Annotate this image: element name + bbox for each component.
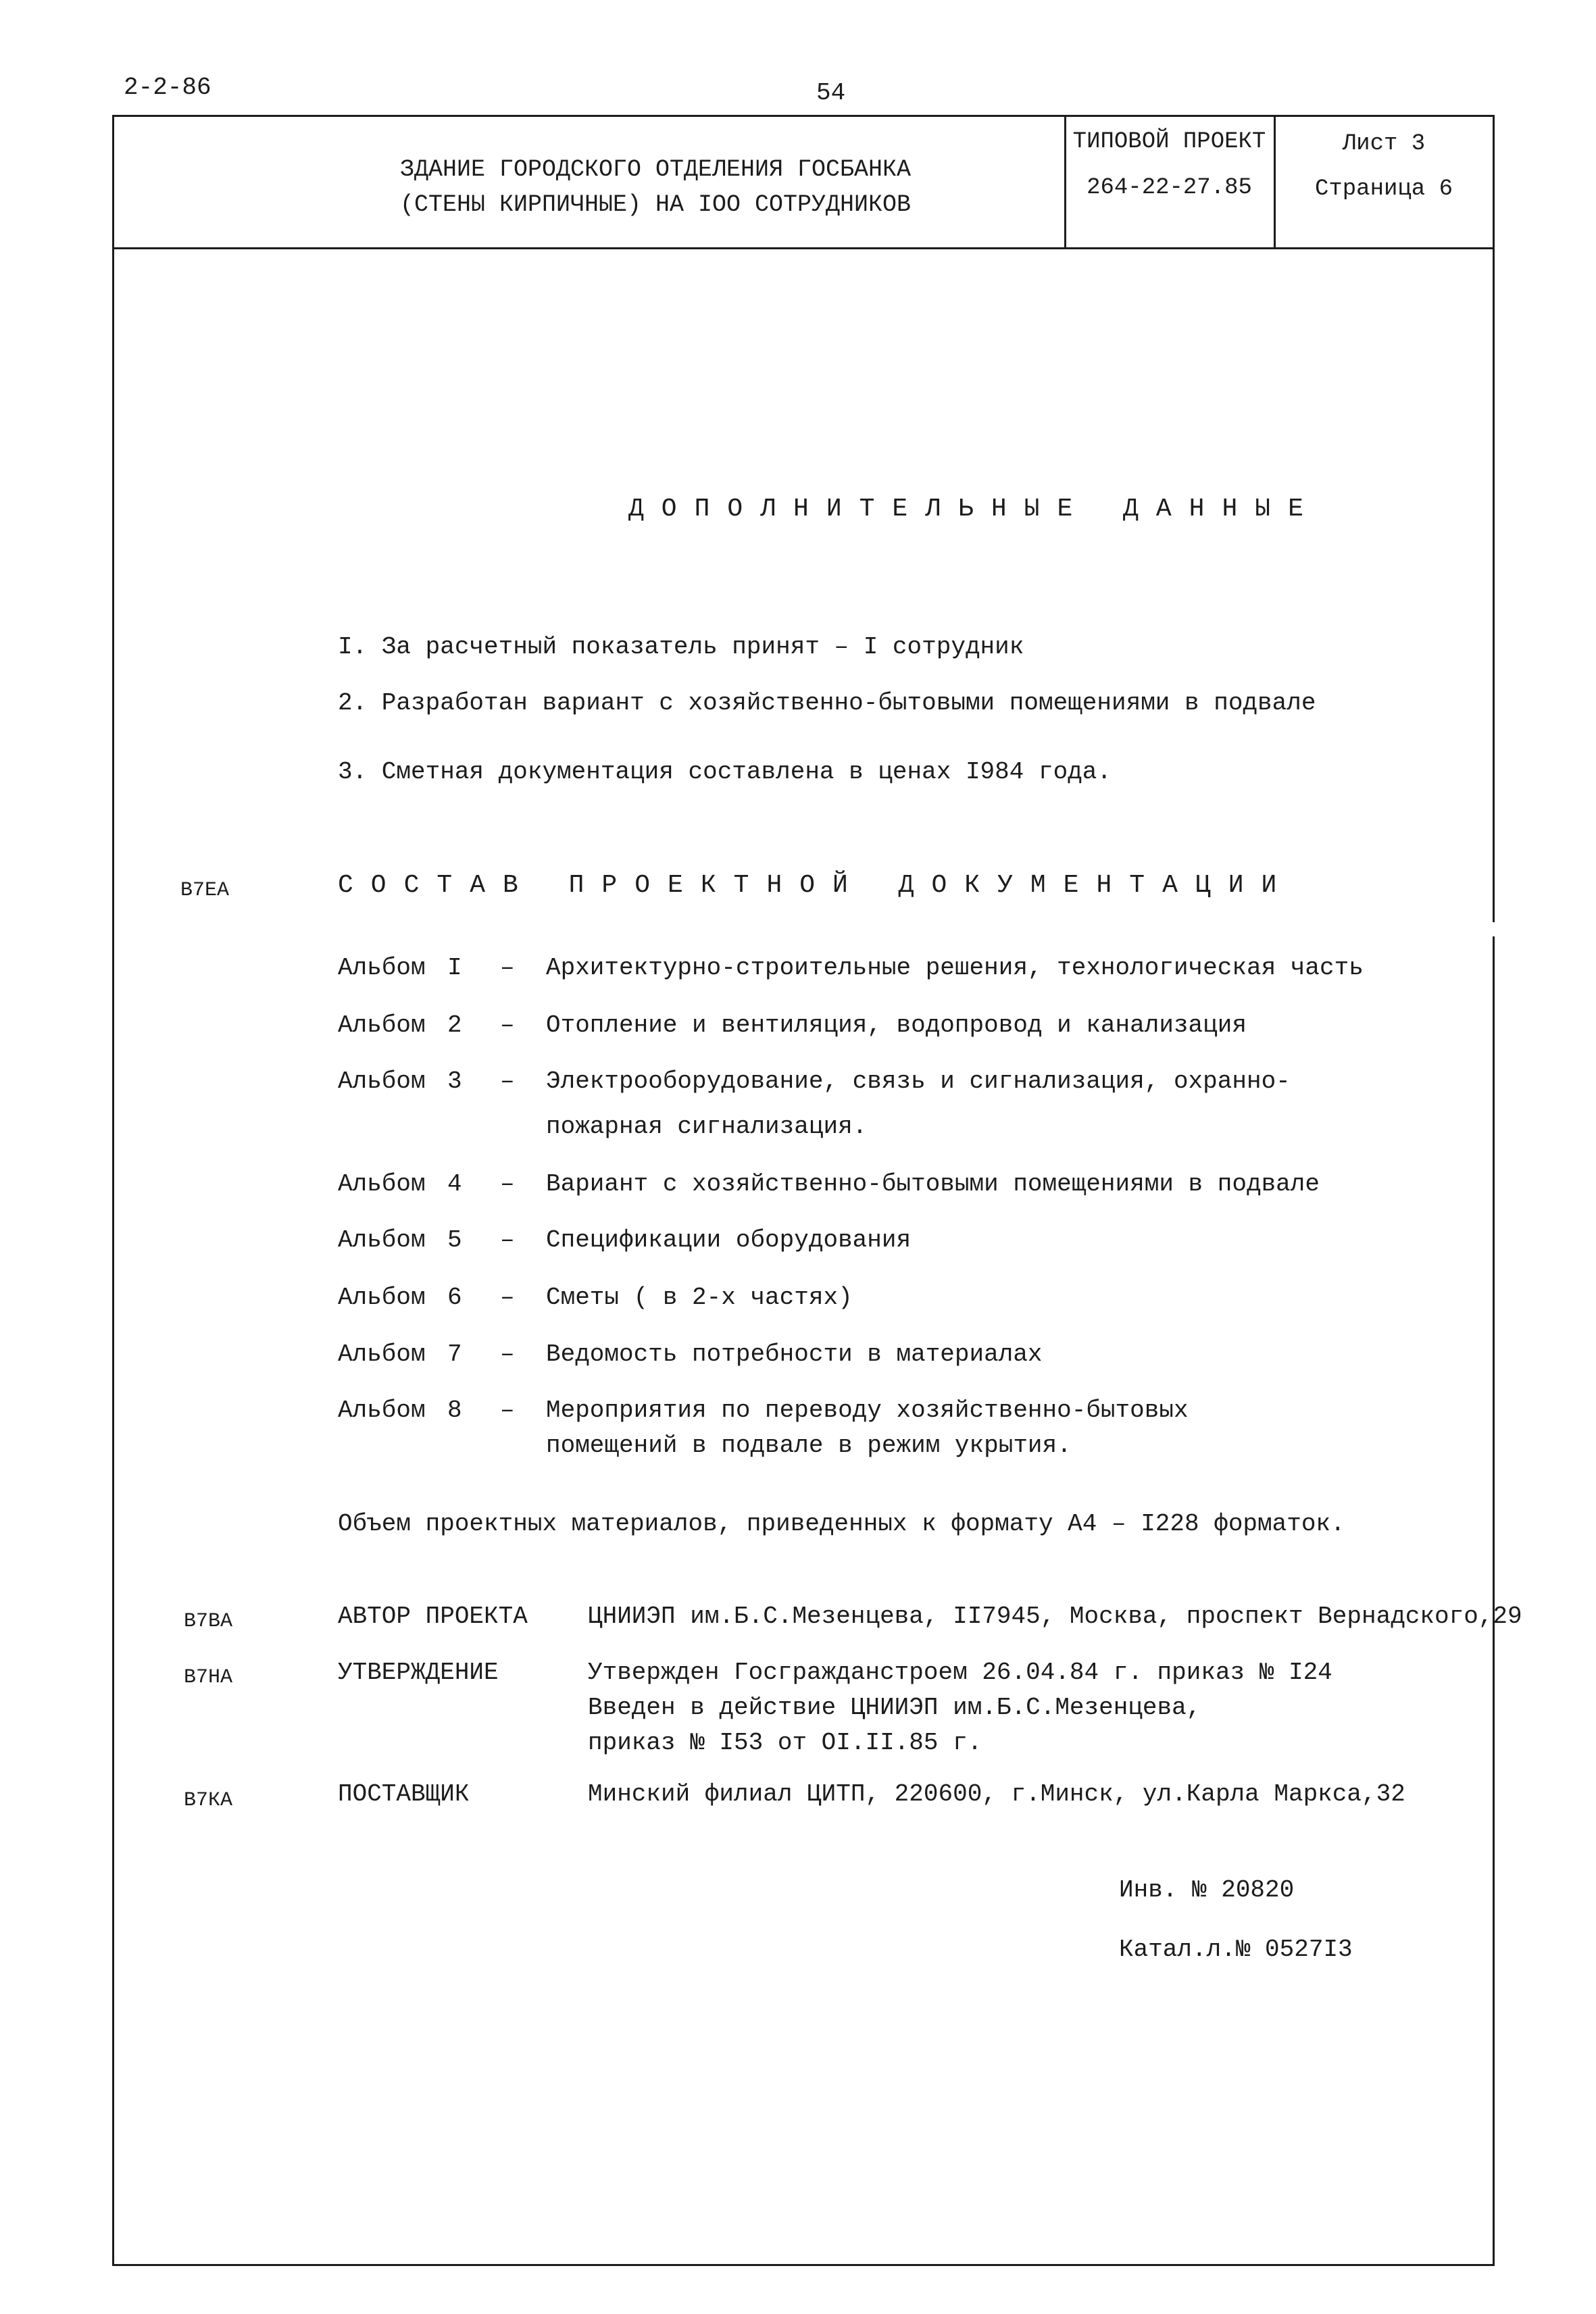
album-label: Альбом	[338, 1170, 426, 1198]
volume-statement: Объем проектных материалов, приведенных к формату А4 – I228 форматок.	[338, 1510, 1345, 1538]
title-line: ЗДАНИЕ ГОРОДСКОГО ОТДЕЛЕНИЯ ГОСБАНКА	[399, 156, 912, 183]
title-line: (СТЕНЫ КИРПИЧНЫЕ) НА IOO СОТРУДНИКОВ	[399, 191, 912, 218]
album-label: Альбом	[338, 1397, 426, 1424]
approval-line: Введен в действие ЦНИИЭП им.Б.С.Мезенцева,	[588, 1694, 1201, 1721]
frame-right-line-lower	[1493, 936, 1495, 2265]
album-label: Альбом	[338, 1226, 426, 1254]
frame-left-line	[112, 115, 114, 2265]
album-label: Альбом	[338, 1284, 426, 1311]
supplier-value: Минский филиал ЦИТП, 220600, г.Минск, ул.Карла Маркса,32	[588, 1780, 1405, 1808]
document-code: 2-2-86	[124, 74, 211, 101]
album-dash: –	[500, 1067, 515, 1095]
album-number: I	[447, 954, 462, 982]
album-dash: –	[500, 954, 515, 982]
composition-heading: СОСТАВ ПРОЕКТНОЙ ДОКУМЕНТАЦИИ	[338, 871, 1295, 900]
section-code: В7НА	[184, 1666, 233, 1689]
album-description: Электрооборудование, связь и сигнализация, охранно-	[546, 1067, 1291, 1095]
header-divider	[112, 247, 1495, 249]
album-description: Сметы ( в 2-х частях)	[546, 1284, 853, 1311]
album-dash: –	[500, 1397, 515, 1424]
catalog-number: Катал.л.№ 0527I3	[1119, 1936, 1353, 1963]
title-block	[318, 152, 993, 222]
additional-item: I. За расчетный показатель принят – I сотрудник	[338, 633, 1024, 661]
author-value: ЦНИИЭП им.Б.С.Мезенцева, II7945, Москва, проспект Вернадского,29	[588, 1603, 1522, 1630]
album-dash: –	[500, 1170, 515, 1198]
album-description: Спецификации оборудования	[546, 1226, 912, 1254]
page-number: 54	[816, 79, 846, 107]
album-number: 6	[447, 1284, 462, 1311]
album-description: Архитектурно-строительные решения, технологическая часть	[546, 954, 1364, 982]
album-number: 4	[447, 1170, 462, 1198]
additional-item: 2. Разработан вариант с хозяйственно-бытовыми помещениями в подвале	[338, 689, 1316, 717]
album-number: 2	[447, 1011, 462, 1039]
album-label: Альбом	[338, 954, 426, 982]
album-number: 7	[447, 1340, 462, 1368]
additional-item: 3. Сметная документация составлена в ценах I984 года.	[338, 758, 1112, 786]
album-label: Альбом	[338, 1067, 426, 1095]
album-description: Мероприятия по переводу хозяйственно-бытовых	[546, 1397, 1189, 1424]
approval-label: УТВЕРЖДЕНИЕ	[338, 1659, 499, 1686]
page-label: Страница 6	[1314, 176, 1453, 202]
album-dash: –	[500, 1011, 515, 1039]
approval-line: Утвержден Госгражданстроем 26.04.84 г. приказ № I24	[588, 1659, 1332, 1686]
album-dash: –	[500, 1226, 515, 1254]
album-description: Отопление и вентиляция, водопровод и канализация	[546, 1011, 1247, 1039]
frame-top-line	[112, 115, 1495, 117]
album-number: 5	[447, 1226, 462, 1254]
section-code: В7ЕА	[180, 879, 230, 902]
album-label: Альбом	[338, 1340, 426, 1368]
inventory-number: Инв. № 20820	[1119, 1876, 1295, 1904]
project-number: 264-22-27.85	[1087, 175, 1252, 201]
album-number: 3	[447, 1067, 462, 1095]
approval-line: приказ № I53 от OI.II.85 г.	[588, 1729, 982, 1757]
additional-data-heading: ДОПОЛНИТЕЛЬНЫЕ ДАННЫЕ	[628, 495, 1321, 524]
project-label: ТИПОВОЙ ПРОЕКТ	[1072, 129, 1266, 155]
section-code: В7КА	[184, 1789, 233, 1812]
album-description: Ведомость потребности в материалах	[546, 1340, 1043, 1368]
album-label: Альбом	[338, 1011, 426, 1039]
supplier-label: ПОСТАВЩИК	[338, 1780, 470, 1808]
section-code: В7ВА	[184, 1610, 233, 1633]
album-description-continued: пожарная сигнализация.	[546, 1113, 868, 1140]
album-number: 8	[447, 1397, 462, 1424]
album-dash: –	[500, 1284, 515, 1311]
frame-right-line	[1493, 115, 1495, 922]
album-dash: –	[500, 1340, 515, 1368]
sheet-number: Лист 3	[1342, 131, 1426, 157]
frame-bottom-line	[112, 2264, 1495, 2266]
author-label: АВТОР ПРОЕКТА	[338, 1603, 528, 1630]
album-description-continued: помещений в подвале в режим укрытия.	[546, 1432, 1072, 1459]
album-description: Вариант с хозяйственно-бытовыми помещениями в подвале	[546, 1170, 1320, 1198]
